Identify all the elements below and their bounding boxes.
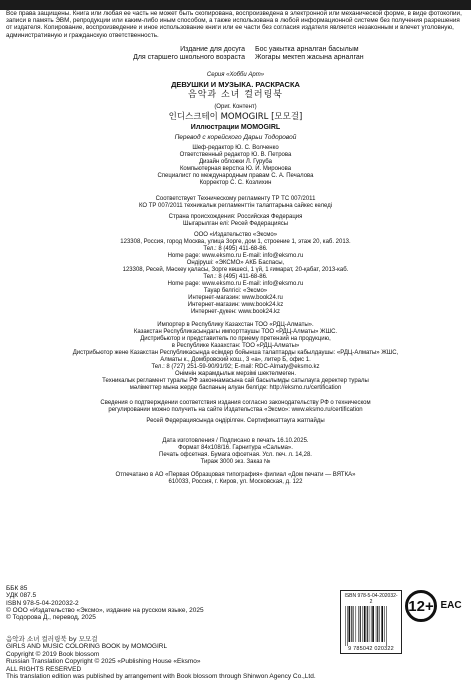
country-block (0, 214, 471, 228)
certificate-line: Сведения о подтверждении соответствия издания согласно законодательству РФ о техническом (100, 400, 371, 406)
importer-line: Казакстан Республикасындагы импорттаушы ТОО «РДЦ-Алматы» ЖШС. (133, 329, 338, 335)
series-label: Серия «Хобби Арт» (206, 72, 265, 78)
rights-line: Russian Translation Copyright © 2025 «Publishing House «Eksmo» (6, 658, 201, 666)
publisher-line: Тауар белгiсi: «Эксмо» (203, 288, 268, 294)
credit-line: Ответственный редактор Ю. В. Петрова (179, 152, 292, 158)
barcode-bar (349, 606, 351, 642)
printer-line: Отпечатано в АО «Первая Образцовая типография» филиал «Дом печати — ВЯТКА» (115, 472, 356, 478)
barcode-bar (376, 606, 377, 642)
importer-line: Дистрибьютор жене Казакстан Республикасында есiмдер бойынша талаптарды кабылдаушы: «РДЦ-Алматы» ЖШС, (72, 350, 399, 356)
rights-notice: Все права защищены. Книга или любая ее часть не может быть скопирована, воспроизведена в электронной или механической форме, в виде фотокопии, записи в память ЭВМ, репродукции или каким-либо иным способом, а также использована в любой информационной системе без получения разрешения от издателя. Копирование, воспроизведение и иное использование книги или ее части без согласия издателя является незаконным и влечет уголовную, административную и гражданскую ответственность. (6, 10, 462, 39)
barcode-bars (344, 606, 398, 646)
audience-left-2: Для старшего школьного возраста (133, 54, 245, 61)
barcode-bar (369, 606, 370, 642)
barcode-bar (384, 606, 385, 642)
bbk-line: ББК 85 (6, 585, 28, 592)
publisher-line: Ондiрушi: «ЭКСМО» АКБ Баспасы, (186, 260, 285, 266)
publisher-line: 123308, Ресей, Мәскеу қаласы, Зорге көшесі, 1 үй, 1 ғимарат, 20-қабат, 2013-каб. (122, 267, 349, 273)
barcode-bar (347, 606, 348, 646)
publisher-line: Home page: www.eksmo.ru E-mail: info@eksmo.ru (167, 281, 304, 287)
barcode-bar (360, 606, 361, 642)
eac-mark-icon: EAC (440, 600, 462, 611)
audience-left-1: Издание для досуга (180, 46, 245, 53)
barcode-bar (367, 606, 368, 642)
book-title: ДЕВУШКИ И МУЗЫКА. РАСКРАСКА (171, 80, 300, 89)
regulation-line: КО ТР 007/2011 техникалык регламенттiн талаптарына сайкес келедi (138, 203, 333, 209)
rights-line: ALL RIGHTS RESERVED (6, 665, 82, 673)
barcode-bar (386, 606, 387, 646)
publisher-line: Интернет-магазин: www.book24.ru (188, 295, 283, 301)
publisher-line: Тел.: 8 (495) 411-68-86. (203, 246, 268, 252)
barcode-digits: 9 785042 020322 (348, 646, 394, 652)
regulation-line: Соответствует Техническому регламенту ТР ТС 007/2011 (155, 196, 316, 202)
original-note: (Ориг. Контент) (214, 104, 257, 110)
publisher-line: Интернет-дүкен: www.book24.kz (190, 309, 281, 315)
publisher-block (0, 232, 471, 316)
illustrations-credit: Иллюстрации MOMOGIRL (190, 124, 281, 131)
print-info-line: Печать офсетная. Бумага офсетная. Усл. печ. л. 14,28. (159, 452, 312, 458)
barcode-isbn-label: ISBN 978-5-04-202032-2 (344, 593, 398, 605)
country-line: Шыгарылган елi: Ресей Федерациясы (182, 221, 289, 227)
barcode-bar (345, 606, 346, 646)
importer-line: Алматы к., Домбровский кош., 3 «а», литер Б, офис 1. (160, 357, 311, 363)
barcode-bar (379, 606, 380, 642)
importer-line: Техникалык регламент туралы РФ законнамасына сай басылымды сатылауга деректер туралы (102, 378, 369, 384)
publisher-line: 123308, Россия, город Москва, улица Зорге, дом 1, строение 1, этаж 20, каб. 2013. (120, 239, 351, 245)
foreign-rights-block (6, 636, 336, 680)
print-info-block (0, 438, 471, 466)
isbn-line: ISBN 978-5-04-202032-2 (6, 599, 79, 607)
publisher-line: Тел.: 8 (495) 411-68-86. (203, 274, 268, 280)
credit-line: Корректор С. С. Козлихин (199, 180, 272, 186)
certificate-line: Ресей Федерациясында оӊдiрiлген. Сертификаттауга жатпайды (146, 418, 325, 424)
importer-line: Онiмнiн жарамдылык мерзiмi шектелмеген. (174, 371, 297, 377)
importer-block (0, 322, 471, 392)
importer-line: Импортер в Республику Казахстан ТОО «РДЦ-Алматы». (157, 322, 314, 328)
credit-line: Компьютерная верстка Ю. И. Миронова (179, 166, 292, 172)
audience-right-1: Бос уакытка арналган басылым (255, 46, 359, 53)
barcode-bar (358, 606, 359, 642)
credit-line: Дизайн обложки Л. Гуруба (199, 159, 272, 165)
country-line: Страна происхождения: Российская Федерация (168, 214, 303, 220)
book-title-korean: 음악과 소녀 컬러링북 (188, 90, 283, 100)
barcode-bar (364, 606, 366, 642)
publisher-line: ООО «Издательство «Эксмо» (193, 232, 278, 238)
credit-line: Специалист по международным правам С. А. Печалова (157, 173, 314, 179)
importer-line: Дистрибьютор и представитель по приему претензий на продукцию, (140, 336, 331, 342)
barcode-bar (363, 606, 364, 642)
translation-credit: Перевод с корейского Дарьи Тодоровой (174, 134, 297, 141)
bbk-block (6, 585, 206, 607)
credit-line: Шеф-редактор Ю. С. Волченко (192, 145, 279, 151)
publisher-line: Home page: www.eksmo.ru E-mail: info@eksmo.ru (167, 253, 304, 259)
audience-right-2: Жогары мектеп жасына арналган (255, 54, 364, 61)
author-korean: 인디스크테이 MOMOGIRL [모모걸] (168, 112, 303, 122)
barcode-bar (381, 606, 383, 642)
importer-line: Тел.: 8 (727) 251-59-90/91/92; E-mail: RDC-Almaty@eksmo.kz (151, 364, 320, 370)
printer-block (0, 472, 471, 486)
publisher-line: Интернет-магазин: www.book24.kz (187, 302, 284, 308)
print-info-line: Тираж 3000 экз. Заказ № (200, 459, 271, 465)
barcode-bar (356, 606, 357, 642)
top-strip (0, 0, 471, 10)
importer-line: в Республике Казахстан: ТОО «РДЦ-Алматы» (171, 343, 300, 349)
regulation-block (0, 196, 471, 210)
credits-list (0, 145, 471, 187)
udk-line: УДК 087.5 (6, 592, 37, 600)
certificates-block (0, 400, 471, 425)
barcode-bar (353, 606, 354, 642)
copyright-line: © Тодорова Д., перевод, 2025 (6, 614, 96, 622)
age-rating-badge: 12+ (405, 590, 437, 622)
printer-line: 610033, Россия, г. Киров, ул. Московская, д. 122 (168, 479, 303, 485)
barcode-bar (351, 606, 352, 642)
rights-line: This translation edition was published by arrangement with Book blossom through Shinwon Agency Co.,Ltd. (6, 673, 316, 681)
copyright-block (6, 607, 306, 622)
rights-line: Copyright © 2019 Book blossom (6, 650, 100, 658)
barcode-bar (372, 606, 374, 642)
print-info-line: Дата изготовления / Подписано в печать 16.10.2025. (162, 438, 309, 444)
importer-line: мәлiметтер мына жерде баспаның алуан белгiде: http://eksmo.ru/certification (129, 385, 342, 391)
copyright-line: © ООО «Издательство «Эксмо», издание на русском языке, 2025 (6, 607, 204, 614)
certificate-line: регулировании можно получить на сайте Издательства «Эксмо»: www.eksmo.ru/certification (108, 407, 363, 413)
rights-line: GIRLS AND MUSIC COLORING BOOK by MOMOGIRL (6, 643, 168, 651)
barcode-bar (377, 606, 378, 642)
print-info-line: Формат 84х108/16. Гарнитура «Сальма». (178, 445, 293, 451)
barcode-bar (371, 606, 372, 642)
rights-line: 음악과 소녀 컬러링북 by 모모걸 (6, 635, 98, 643)
isbn-barcode (340, 590, 402, 654)
